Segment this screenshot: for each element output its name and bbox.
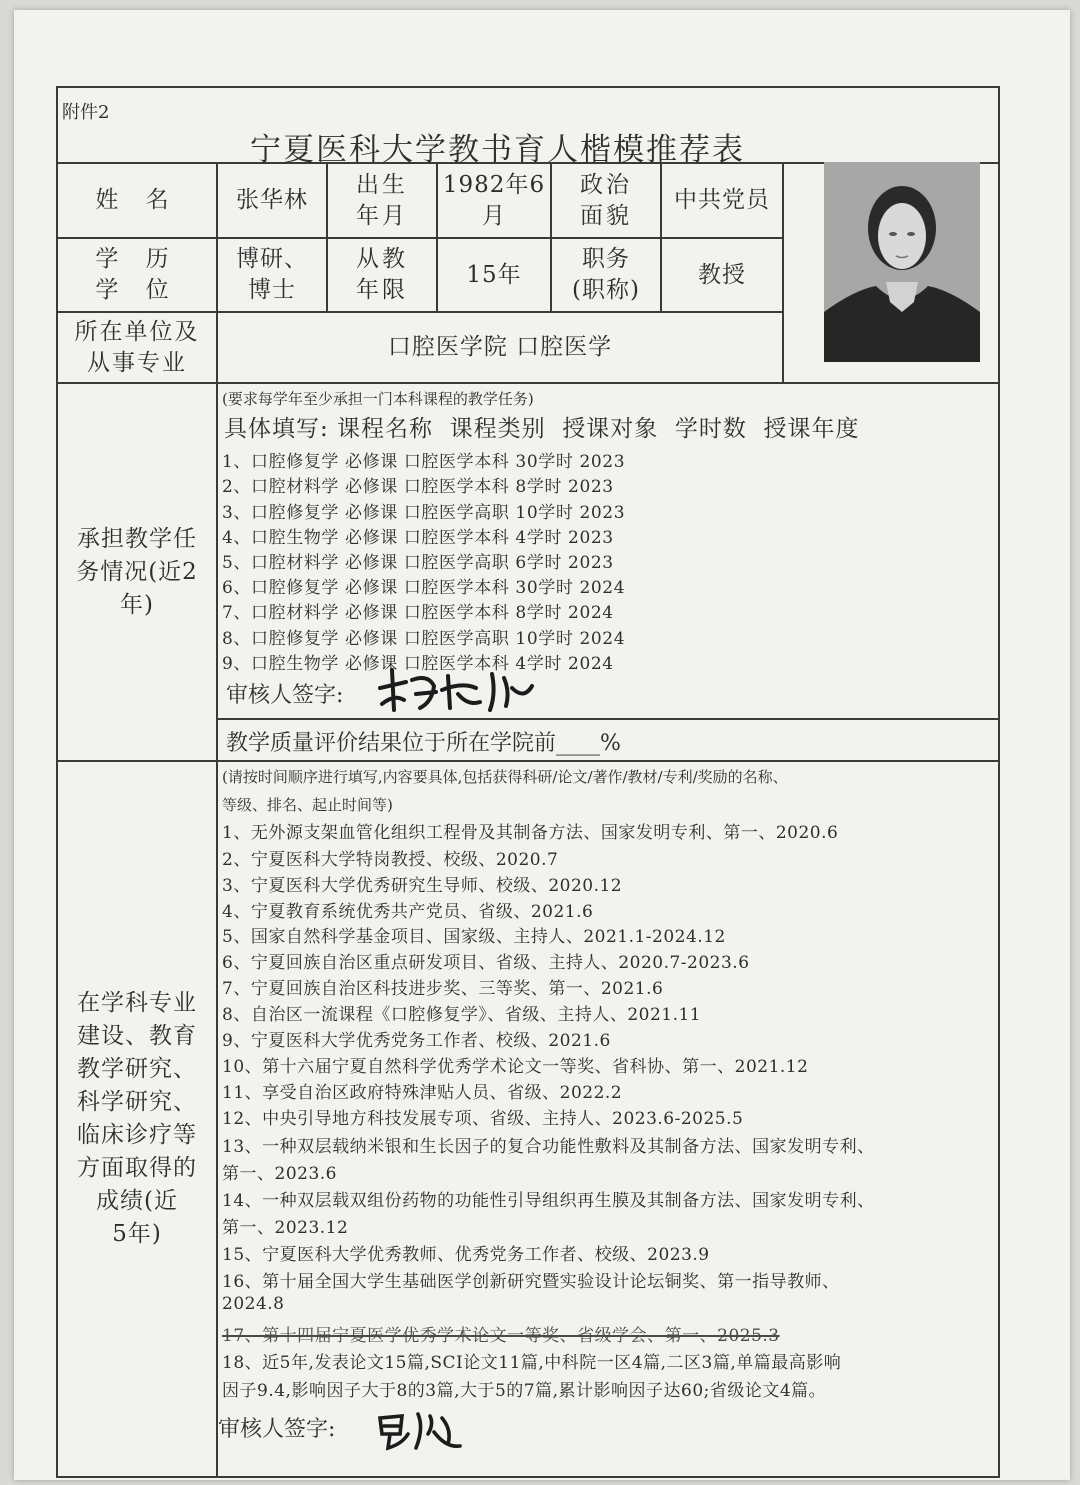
achievements-label-line: 临床诊疗等: [77, 1122, 197, 1148]
birth-value-line2: 月: [482, 202, 506, 229]
unit-label-line1: 所在单位及: [74, 318, 200, 345]
achievement-line: 18、近5年,发表论文15篇,SCI论文11篇,中科院一区4篇,二区3篇,单篇最高影响: [222, 1353, 842, 1373]
achievement-line: 12、中央引导地方科技发展专项、省级、主持人、2023.6-2025.5: [222, 1109, 744, 1129]
job-title-label: [552, 239, 660, 311]
achievements-label-line: 方面取得的: [77, 1155, 197, 1181]
achievement-line: 7、宁夏回族自治区科技进步奖、三等奖、第一、2021.6: [222, 979, 664, 999]
achievement-line: 6、宁夏回族自治区重点研发项目、省级、主持人、2020.7-2023.6: [222, 953, 750, 973]
achievement-line: 3、宁夏医科大学优秀研究生导师、校级、2020.12: [222, 876, 623, 896]
teaching-label-line2: 务情况(近2: [76, 558, 198, 585]
achievements-label-line: 成绩(近: [96, 1188, 178, 1214]
teaching-label: [58, 384, 216, 760]
handwritten-signature-2: [372, 1404, 468, 1456]
unit-label-line2: 从事专业: [87, 349, 187, 376]
rule: [782, 162, 784, 383]
rule: [56, 86, 1000, 88]
rule: [56, 1476, 1000, 1478]
course-item: 1、口腔修复学 必修课 口腔医学本科 30学时 2023: [222, 452, 626, 472]
course-item: 6、口腔修复学 必修课 口腔医学本科 30学时 2024: [222, 578, 626, 598]
achievement-line: 11、享受自治区政府特殊津贴人员、省级、2022.2: [222, 1083, 623, 1103]
birth-label-line2: 年月: [356, 202, 408, 229]
job-title-label-line2: (职称): [572, 277, 640, 303]
education-label-line1: 学 历: [95, 246, 179, 272]
achievement-line: 第一、2023.12: [222, 1218, 349, 1238]
achievement-line: 16、第十届全国大学生基础医学创新研究暨实验设计论坛铜奖、第一指导教师、: [222, 1272, 840, 1292]
reviewer-label: 审核人签字:: [226, 683, 344, 708]
achievements-label-line: 在学科专业: [77, 990, 197, 1016]
birth-label-line1: 出生: [356, 171, 408, 198]
teaching-quality: 教学质量评价结果位于所在学院前____%: [226, 731, 621, 756]
education-value-line1: 博研、: [236, 246, 308, 272]
unit-label: [58, 313, 216, 382]
unit-value: 口腔医学院 口腔医学: [387, 334, 613, 360]
course-item: 7、口腔材料学 必修课 口腔医学本科 8学时 2024: [222, 603, 614, 623]
teaching-years-label-line1: 从教: [356, 246, 408, 272]
achievement-line: 2、宁夏医科大学特岗教授、校级、2020.7: [222, 850, 559, 870]
achievement-line: 第一、2023.6: [222, 1164, 337, 1184]
course-item: 8、口腔修复学 必修课 口腔医学高职 10学时 2024: [222, 629, 626, 649]
teaching-header: 具体填写: 课程名称 课程类别 授课对象 学时数 授课年度: [224, 416, 860, 442]
achievement-line: 2024.8: [222, 1294, 285, 1314]
teaching-years-label-line2: 年限: [356, 277, 408, 303]
achievement-line: 1、无外源支架血管化组织工程骨及其制备方法、国家发明专利、第一、2020.6: [222, 823, 839, 843]
course-item: 3、口腔修复学 必修课 口腔医学高职 10学时 2023: [222, 503, 626, 523]
course-item: 9、口腔生物学 必修课 口腔医学本科 4学时 2024: [222, 654, 614, 674]
teaching-note: (要求每学年至少承担一门本科课程的教学任务): [222, 390, 534, 408]
name-value: 张华林: [236, 187, 308, 213]
political-value: 中共党员: [674, 187, 770, 213]
political-label-line1: 政治: [580, 171, 632, 198]
achievements-label-line: 科学研究、: [77, 1089, 197, 1115]
achievement-line: 14、一种双层载双组份药物的功能性引导组织再生膜及其制备方法、国家发明专利、: [222, 1191, 875, 1211]
achievements-label-line: 教学研究、: [77, 1056, 197, 1082]
reviewer-label-2: 审核人签字:: [218, 1417, 336, 1442]
teaching-label-line1: 承担教学任: [77, 525, 197, 552]
achievement-line: 9、宁夏医科大学优秀党务工作者、校级、2021.6: [222, 1031, 611, 1051]
achievement-line: 13、一种双层载纳米银和生长因子的复合功能性敷料及其制备方法、国家发明专利、: [222, 1137, 875, 1157]
achievement-line: 5、国家自然科学基金项目、国家级、主持人、2021.1-2024.12: [222, 927, 726, 947]
rule: [216, 718, 1000, 720]
name-label: 姓 名: [95, 187, 179, 213]
political-label: [552, 164, 660, 237]
birth-value-line1: 1982年6: [442, 171, 546, 198]
achievements-note: (请按时间顺序进行填写,内容要具体,包括获得科研/论文/著作/教材/专利/奖励的名称、: [222, 768, 788, 786]
education-label: [58, 239, 216, 311]
education-value: [218, 239, 326, 311]
job-title-value: 教授: [698, 261, 746, 288]
achievements-note: 等级、排名、起止时间等): [222, 796, 393, 814]
teaching-years-label: [328, 239, 436, 311]
achievements-label-line: 5年): [112, 1221, 162, 1247]
achievements-label-line: 建设、教育: [77, 1023, 197, 1049]
rule: [998, 86, 1000, 1478]
teaching-years-value: 15年: [466, 261, 522, 288]
birth-label: [328, 164, 436, 237]
birth-value: [438, 164, 550, 237]
achievement-line-struck: 17、第十四届宁夏医学优秀学术论文一等奖、省级学会、第一、2025.3: [222, 1326, 780, 1346]
achievement-line: 因子9.4,影响因子大于8的3篇,大于5的7篇,累计影响因子达60;省级论文4篇。: [222, 1381, 827, 1401]
job-title-label-line1: 职务: [582, 246, 630, 272]
course-item: 2、口腔材料学 必修课 口腔医学本科 8学时 2023: [222, 477, 614, 497]
political-label-line2: 面貌: [580, 202, 632, 229]
achievement-line: 4、宁夏教育系统优秀共产党员、省级、2021.6: [222, 902, 594, 922]
education-value-line2: 博士: [248, 277, 296, 303]
form-title: 宁夏医科大学教书育人楷模推荐表: [250, 132, 745, 168]
course-item: 5、口腔材料学 必修课 口腔医学高职 6学时 2023: [222, 553, 614, 573]
achievement-line: 10、第十六届宁夏自然科学优秀学术论文一等奖、省科协、第一、2021.12: [222, 1057, 809, 1077]
education-label-line2: 学 位: [95, 277, 179, 303]
teaching-label-line3: 年): [120, 591, 154, 618]
course-item: 4、口腔生物学 必修课 口腔医学本科 4学时 2023: [222, 528, 614, 548]
attachment-label: 附件2: [62, 102, 110, 123]
achievements-label: [58, 762, 216, 1476]
portrait-photo: [824, 162, 980, 362]
achievement-line: 8、自治区一流课程《口腔修复学》、省级、主持人、2021.11: [222, 1005, 702, 1025]
achievement-line: 15、宁夏医科大学优秀教师、优秀党务工作者、校级、2023.9: [222, 1245, 710, 1265]
handwritten-signature: [372, 664, 542, 716]
